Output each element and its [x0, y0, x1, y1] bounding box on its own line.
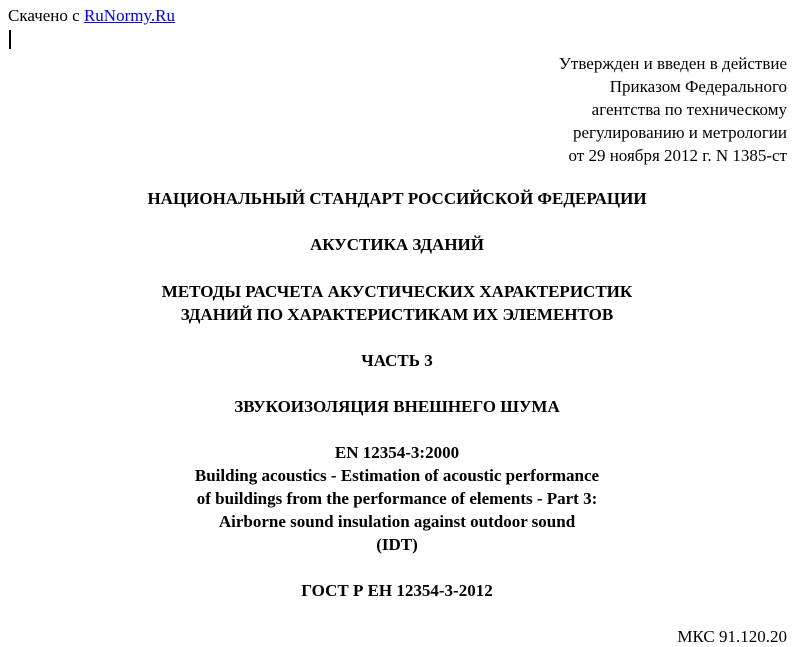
runormy-link[interactable]: RuNormy.Ru	[83, 6, 175, 25]
gost-designation: ГОСТ Р ЕН 12354-3-2012	[301, 581, 493, 600]
text-cursor	[9, 30, 11, 49]
standard-type: НАЦИОНАЛЬНЫЙ СТАНДАРТ РОССИЙСКОЙ ФЕДЕРАЦИИ	[147, 189, 647, 208]
approval-line: регулированию и метрологии	[572, 123, 787, 142]
mks-code: МКС 91.120.20	[677, 627, 787, 646]
standard-type-heading	[0, 187, 794, 210]
approval-line: Утвержден и введен в действие	[558, 54, 787, 73]
methods-heading	[0, 280, 794, 326]
approval-line: Приказом Федерального	[609, 77, 787, 96]
approval-line: от 29 ноября 2012 г. N 1385-ст	[568, 146, 787, 165]
en-standard-title-line-1: Building acoustics - Estimation of acoustic performance	[194, 466, 600, 485]
en-standard-code: EN 12354-3:2000	[334, 443, 460, 462]
en-standard-idt: (IDT)	[376, 535, 418, 554]
methods-line-2: ЗДАНИЙ ПО ХАРАКТЕРИСТИКАМ ИХ ЭЛЕМЕНТОВ	[180, 305, 614, 324]
approval-line: агентства по техническому	[591, 100, 787, 119]
en-standard-title-line-3: Airborne sound insulation against outdoor sound	[218, 512, 576, 531]
download-source-line	[8, 6, 175, 26]
gost-heading	[0, 579, 794, 602]
download-prefix: Скачено с	[8, 6, 84, 25]
en-standard-title-line-2: of buildings from the performance of elements - Part 3:	[196, 489, 598, 508]
subject: АКУСТИКА ЗДАНИЙ	[309, 235, 484, 254]
methods-line-1: МЕТОДЫ РАСЧЕТА АКУСТИЧЕСКИХ ХАРАКТЕРИСТИК	[161, 282, 633, 301]
part-title-heading	[0, 395, 794, 418]
part-heading	[0, 349, 794, 372]
part-number: ЧАСТЬ 3	[361, 351, 433, 370]
subject-heading	[0, 233, 794, 256]
approval-block	[559, 52, 787, 167]
part-title: ЗВУКОИЗОЛЯЦИЯ ВНЕШНЕГО ШУМА	[234, 397, 560, 416]
en-standard-block	[0, 441, 794, 556]
